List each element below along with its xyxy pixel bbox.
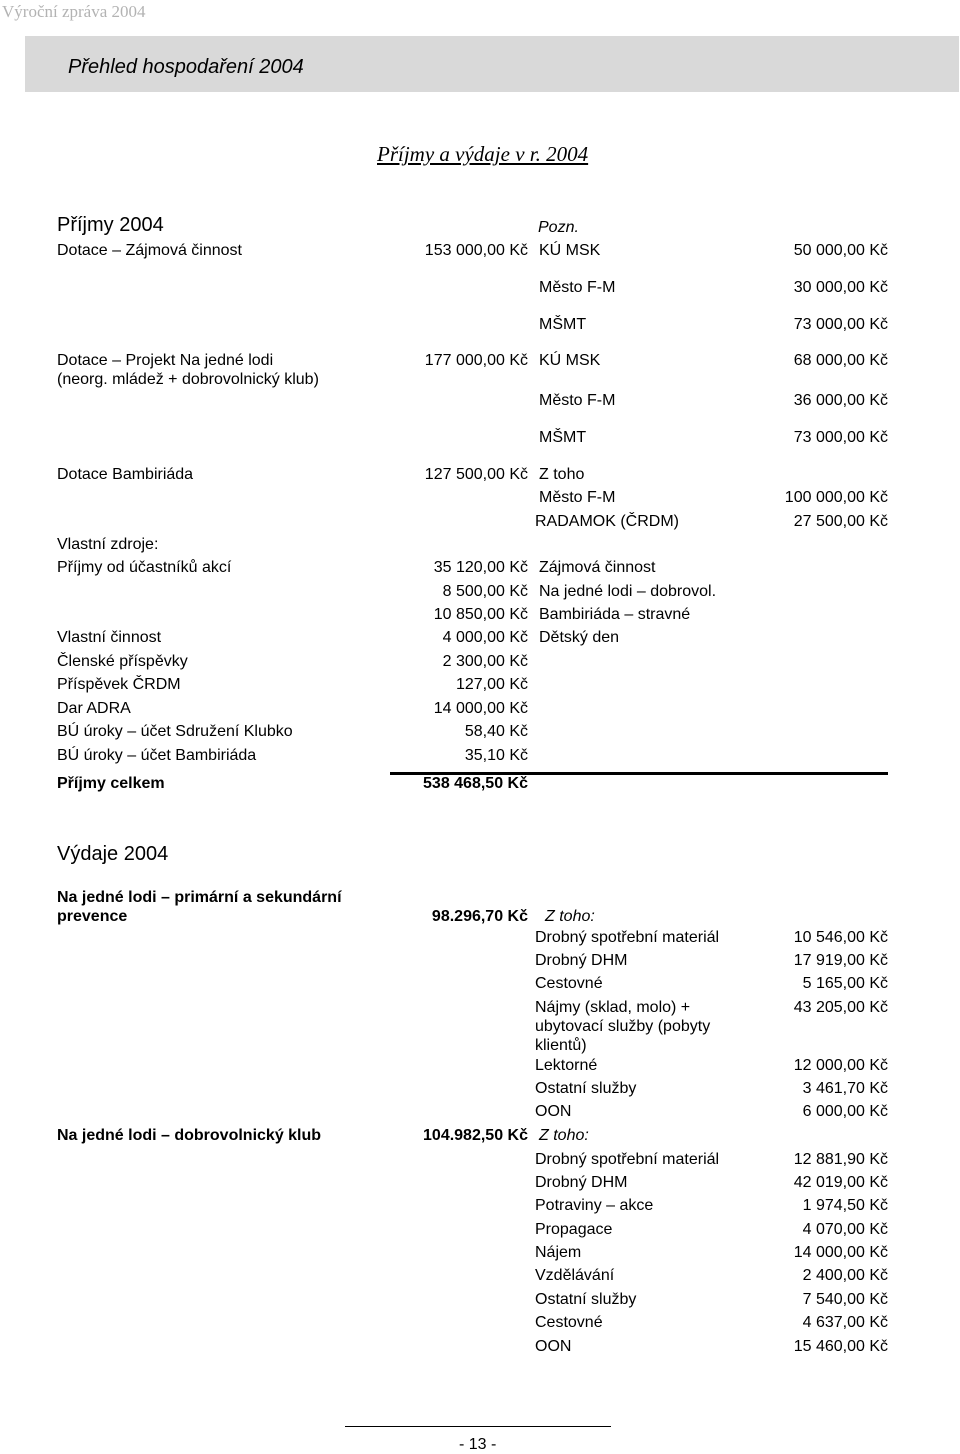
expense-item-amount: 6 000,00 Kč bbox=[802, 1103, 888, 1120]
expense-item: Cestovné bbox=[535, 975, 603, 992]
income-note: Bambiriáda – stravné bbox=[539, 606, 691, 623]
income-label: Příspěvek ČRDM bbox=[57, 676, 181, 693]
income-amount: 14 000,00 Kč bbox=[433, 700, 528, 717]
income-note: Z toho bbox=[539, 466, 585, 483]
income-note-amount: 36 000,00 Kč bbox=[793, 392, 888, 409]
income-note-amount: 50 000,00 Kč bbox=[793, 242, 888, 259]
income-total-label: Příjmy celkem bbox=[57, 775, 165, 792]
income-note: MŠMT bbox=[539, 316, 587, 333]
income-note-amount: 30 000,00 Kč bbox=[793, 279, 888, 296]
income-label: Dotace – Zájmová činnost bbox=[57, 242, 242, 259]
income-note-amount: 27 500,00 Kč bbox=[793, 513, 888, 530]
income-amount: 10 850,00 Kč bbox=[433, 606, 528, 623]
income-note-amount: 73 000,00 Kč bbox=[793, 429, 888, 446]
income-amount: 58,40 Kč bbox=[464, 723, 528, 740]
expense-item-amount: 10 546,00 Kč bbox=[793, 929, 888, 946]
expense-item: Cestovné bbox=[535, 1314, 603, 1331]
income-note: KÚ MSK bbox=[539, 352, 601, 369]
expense-item: Lektorné bbox=[535, 1057, 598, 1074]
income-note: Na jedné lodi – dobrovol. bbox=[539, 583, 717, 600]
expense-item: Drobný DHM bbox=[535, 952, 628, 969]
expense-item-amount: 17 919,00 Kč bbox=[793, 952, 888, 969]
income-label: Dotace – Projekt Na jedné lodi bbox=[57, 352, 274, 369]
income-label: Příjmy od účastníků akcí bbox=[57, 559, 232, 576]
expense-item-amount: 4 637,00 Kč bbox=[802, 1314, 888, 1331]
expense-item-amount: 2 400,00 Kč bbox=[802, 1267, 888, 1284]
expenses-heading: Výdaje 2004 bbox=[57, 843, 169, 865]
expense-item-amount: 7 540,00 Kč bbox=[802, 1291, 888, 1308]
income-label: BÚ úroky – účet Bambiriáda bbox=[57, 747, 257, 764]
income-amount: 4 000,00 Kč bbox=[442, 629, 528, 646]
expense-item: Drobný DHM bbox=[535, 1174, 628, 1191]
expense-item: OON bbox=[535, 1338, 572, 1355]
expense-item: Vzdělávání bbox=[535, 1267, 615, 1284]
income-label: Dar ADRA bbox=[57, 700, 131, 717]
income-label: (neorg. mládež + dobrovolnický klub) bbox=[57, 371, 319, 388]
expense-item: ubytovací služby (pobyty bbox=[535, 1018, 711, 1035]
income-amount: 2 300,00 Kč bbox=[442, 653, 528, 670]
expense-item: Nájem bbox=[535, 1244, 582, 1261]
income-total-amount: 538 468,50 Kč bbox=[423, 775, 528, 792]
income-note: Dětský den bbox=[539, 629, 620, 646]
expense-section-label: Na jedné lodi – primární a sekundární bbox=[57, 889, 342, 906]
expense-ztoho: Z toho: bbox=[545, 908, 595, 925]
expense-ztoho: Z toho: bbox=[539, 1127, 589, 1144]
expense-item-amount: 1 974,50 Kč bbox=[802, 1197, 888, 1214]
expense-item-amount: 43 205,00 Kč bbox=[793, 999, 888, 1016]
expense-section-amount: 98.296,70 Kč bbox=[431, 908, 528, 925]
income-note-amount: 68 000,00 Kč bbox=[793, 352, 888, 369]
page-number: - 13 - bbox=[459, 1436, 497, 1453]
income-note-amount: 73 000,00 Kč bbox=[793, 316, 888, 333]
expense-section-label: Na jedné lodi – dobrovolnický klub bbox=[57, 1127, 322, 1144]
expense-item: Nájmy (sklad, molo) + bbox=[535, 999, 691, 1016]
expense-item-amount: 15 460,00 Kč bbox=[793, 1338, 888, 1355]
income-amount: 153 000,00 Kč bbox=[424, 242, 528, 259]
expense-item-amount: 12 881,90 Kč bbox=[793, 1151, 888, 1168]
expense-section-label: prevence bbox=[57, 908, 128, 925]
income-amount: 8 500,00 Kč bbox=[442, 583, 528, 600]
income-note: RADAMOK (ČRDM) bbox=[535, 513, 679, 530]
expense-item: Potraviny – akce bbox=[535, 1197, 654, 1214]
income-amount: 35 120,00 Kč bbox=[433, 559, 528, 576]
income-note-amount: 100 000,00 Kč bbox=[784, 489, 888, 506]
income-note: Město F-M bbox=[539, 392, 616, 409]
income-amount: 35,10 Kč bbox=[464, 747, 528, 764]
income-note: Město F-M bbox=[539, 489, 616, 506]
page-subtitle: Příjmy a výdaje v r. 2004 bbox=[377, 142, 589, 166]
expense-item-amount: 14 000,00 Kč bbox=[793, 1244, 888, 1261]
income-heading: Příjmy 2004 bbox=[57, 214, 164, 236]
income-amount: 127 500,00 Kč bbox=[424, 466, 528, 483]
income-label: Vlastní zdroje: bbox=[57, 536, 159, 553]
expense-item-amount: 4 070,00 Kč bbox=[802, 1221, 888, 1238]
expense-item: Propagace bbox=[535, 1221, 613, 1238]
income-note: KÚ MSK bbox=[539, 242, 601, 259]
income-amount: 127,00 Kč bbox=[455, 676, 528, 693]
expense-item: Ostatní služby bbox=[535, 1291, 637, 1308]
expense-section-amount: 104.982,50 Kč bbox=[423, 1127, 528, 1144]
income-note: MŠMT bbox=[539, 429, 587, 446]
note-heading: Pozn. bbox=[538, 219, 579, 236]
section-title: Přehled hospodaření 2004 bbox=[68, 56, 304, 78]
expense-item: klientů) bbox=[535, 1037, 587, 1054]
footer-rule bbox=[345, 1426, 611, 1427]
income-label: Členské příspěvky bbox=[57, 653, 188, 670]
income-note: Město F-M bbox=[539, 279, 616, 296]
document-header: Výroční zpráva 2004 bbox=[2, 2, 146, 21]
income-label: BÚ úroky – účet Sdružení Klubko bbox=[57, 723, 293, 740]
expense-item: Drobný spotřební materiál bbox=[535, 929, 720, 946]
income-note: Zájmová činnost bbox=[539, 559, 656, 576]
expense-item-amount: 3 461,70 Kč bbox=[802, 1080, 888, 1097]
expense-item-amount: 12 000,00 Kč bbox=[793, 1057, 888, 1074]
expense-item-amount: 5 165,00 Kč bbox=[802, 975, 888, 992]
expense-item: Drobný spotřební materiál bbox=[535, 1151, 720, 1168]
expense-item-amount: 42 019,00 Kč bbox=[793, 1174, 888, 1191]
expense-item: OON bbox=[535, 1103, 572, 1120]
expense-item: Ostatní služby bbox=[535, 1080, 637, 1097]
income-amount: 177 000,00 Kč bbox=[424, 352, 528, 369]
income-label: Vlastní činnost bbox=[57, 629, 162, 646]
income-label: Dotace Bambiriáda bbox=[57, 466, 194, 483]
